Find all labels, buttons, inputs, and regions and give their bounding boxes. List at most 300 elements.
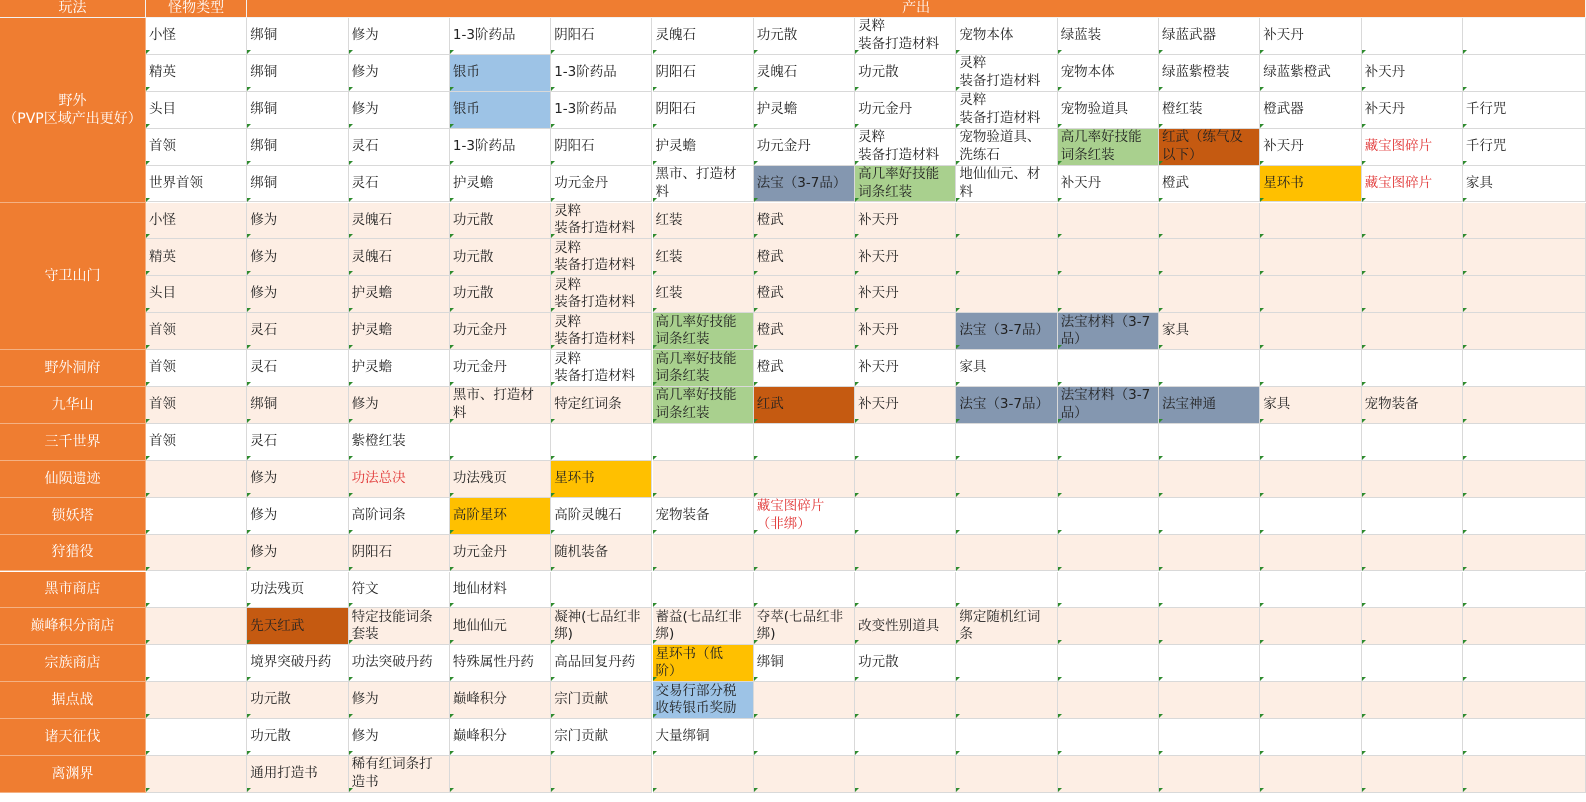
output-cell[interactable] [1159, 18, 1260, 55]
mode-name-cell[interactable] [0, 535, 146, 572]
output-cell[interactable] [247, 18, 348, 55]
output-cell[interactable] [450, 129, 551, 166]
output-cell[interactable] [450, 645, 551, 682]
output-cell[interactable] [1463, 756, 1586, 793]
output-cell[interactable] [247, 461, 348, 498]
output-cell[interactable] [1463, 313, 1586, 350]
output-cell[interactable] [349, 203, 450, 240]
output-cell[interactable] [1159, 387, 1260, 424]
monster-type-cell[interactable] [146, 166, 247, 203]
output-cell[interactable] [956, 535, 1057, 572]
monster-type-cell[interactable] [146, 756, 247, 793]
output-cell[interactable] [1463, 129, 1586, 166]
mode-name-cell[interactable] [0, 18, 146, 203]
output-cell[interactable] [956, 55, 1057, 92]
mode-name-cell[interactable] [0, 682, 146, 719]
output-cell[interactable] [450, 498, 551, 535]
output-cell[interactable] [1058, 350, 1159, 387]
output-cell[interactable] [754, 719, 855, 756]
output-cell[interactable] [1260, 239, 1361, 276]
output-cell[interactable] [450, 239, 551, 276]
output-cell[interactable] [855, 276, 956, 313]
output-cell[interactable] [754, 239, 855, 276]
output-cell[interactable] [551, 387, 652, 424]
mode-name-cell[interactable] [0, 719, 146, 756]
output-cell[interactable] [551, 92, 652, 129]
monster-type-cell[interactable] [146, 239, 247, 276]
output-cell[interactable] [653, 92, 754, 129]
output-cell[interactable] [349, 166, 450, 203]
output-cell[interactable] [1058, 572, 1159, 609]
output-cell[interactable] [855, 92, 956, 129]
output-cell[interactable] [855, 535, 956, 572]
output-cell[interactable] [1463, 239, 1586, 276]
output-cell[interactable] [653, 461, 754, 498]
output-cell[interactable] [1058, 498, 1159, 535]
output-cell[interactable] [450, 424, 551, 461]
mode-name-cell[interactable] [0, 572, 146, 609]
output-cell[interactable] [450, 350, 551, 387]
monster-type-cell[interactable] [146, 276, 247, 313]
output-cell[interactable] [653, 313, 754, 350]
output-cell[interactable] [1058, 313, 1159, 350]
output-cell[interactable] [1260, 313, 1361, 350]
output-cell[interactable] [247, 166, 348, 203]
monster-type-cell[interactable] [146, 350, 247, 387]
monster-type-cell[interactable] [146, 92, 247, 129]
output-cell[interactable] [855, 498, 956, 535]
output-cell[interactable] [1058, 276, 1159, 313]
output-cell[interactable] [1159, 608, 1260, 645]
output-cell[interactable] [754, 572, 855, 609]
output-cell[interactable] [1159, 313, 1260, 350]
output-cell[interactable] [551, 166, 652, 203]
output-cell[interactable] [1058, 608, 1159, 645]
output-cell[interactable] [1159, 276, 1260, 313]
output-cell[interactable] [1159, 239, 1260, 276]
output-cell[interactable] [349, 350, 450, 387]
output-cell[interactable] [551, 682, 652, 719]
output-cell[interactable] [956, 608, 1057, 645]
output-cell[interactable] [1362, 498, 1463, 535]
output-cell[interactable] [1362, 645, 1463, 682]
output-cell[interactable] [754, 535, 855, 572]
output-cell[interactable] [1159, 55, 1260, 92]
output-cell[interactable] [349, 18, 450, 55]
output-cell[interactable] [551, 203, 652, 240]
mode-name-cell[interactable] [0, 608, 146, 645]
output-cell[interactable] [956, 424, 1057, 461]
output-cell[interactable] [1463, 572, 1586, 609]
output-cell[interactable] [1362, 276, 1463, 313]
output-cell[interactable] [754, 682, 855, 719]
output-cell[interactable] [653, 387, 754, 424]
output-cell[interactable] [1260, 18, 1361, 55]
output-cell[interactable] [1260, 682, 1361, 719]
output-cell[interactable] [754, 55, 855, 92]
monster-type-cell[interactable] [146, 682, 247, 719]
output-cell[interactable] [1159, 350, 1260, 387]
monster-type-cell[interactable] [146, 461, 247, 498]
output-cell[interactable] [1362, 608, 1463, 645]
output-cell[interactable] [754, 498, 855, 535]
output-cell[interactable] [247, 239, 348, 276]
output-cell[interactable] [754, 461, 855, 498]
output-cell[interactable] [551, 313, 652, 350]
output-cell[interactable] [1362, 535, 1463, 572]
output-cell[interactable] [551, 18, 652, 55]
output-cell[interactable] [1362, 387, 1463, 424]
output-cell[interactable] [653, 572, 754, 609]
output-cell[interactable] [1058, 424, 1159, 461]
mode-name-cell[interactable] [0, 203, 146, 351]
output-cell[interactable] [450, 276, 551, 313]
output-cell[interactable] [855, 203, 956, 240]
output-cell[interactable] [956, 572, 1057, 609]
output-cell[interactable] [956, 387, 1057, 424]
output-cell[interactable] [1260, 92, 1361, 129]
output-cell[interactable] [653, 166, 754, 203]
output-cell[interactable] [551, 55, 652, 92]
output-cell[interactable] [1260, 645, 1361, 682]
output-cell[interactable] [247, 719, 348, 756]
output-cell[interactable] [349, 756, 450, 793]
output-cell[interactable] [1058, 239, 1159, 276]
output-cell[interactable] [247, 645, 348, 682]
output-cell[interactable] [1463, 498, 1586, 535]
output-cell[interactable] [1260, 756, 1361, 793]
monster-type-cell[interactable] [146, 18, 247, 55]
output-cell[interactable] [956, 719, 1057, 756]
output-cell[interactable] [349, 645, 450, 682]
monster-type-cell[interactable] [146, 55, 247, 92]
output-cell[interactable] [754, 276, 855, 313]
output-cell[interactable] [450, 608, 551, 645]
output-cell[interactable] [1362, 461, 1463, 498]
output-cell[interactable] [855, 313, 956, 350]
output-cell[interactable] [956, 18, 1057, 55]
output-cell[interactable] [1159, 424, 1260, 461]
output-cell[interactable] [1058, 55, 1159, 92]
output-cell[interactable] [1260, 166, 1361, 203]
output-cell[interactable] [349, 682, 450, 719]
output-cell[interactable] [653, 608, 754, 645]
output-cell[interactable] [653, 276, 754, 313]
output-cell[interactable] [1058, 461, 1159, 498]
output-cell[interactable] [551, 535, 652, 572]
output-cell[interactable] [1159, 166, 1260, 203]
output-cell[interactable] [1362, 129, 1463, 166]
output-cell[interactable] [1362, 92, 1463, 129]
output-cell[interactable] [247, 756, 348, 793]
output-cell[interactable] [247, 535, 348, 572]
monster-type-cell[interactable] [146, 572, 247, 609]
output-cell[interactable] [653, 645, 754, 682]
output-cell[interactable] [247, 424, 348, 461]
output-cell[interactable] [349, 313, 450, 350]
output-cell[interactable] [956, 350, 1057, 387]
output-cell[interactable] [653, 756, 754, 793]
output-cell[interactable] [1260, 461, 1361, 498]
output-cell[interactable] [1159, 498, 1260, 535]
output-cell[interactable] [450, 18, 551, 55]
output-cell[interactable] [551, 498, 652, 535]
output-cell[interactable] [754, 424, 855, 461]
output-cell[interactable] [754, 313, 855, 350]
mode-name-cell[interactable] [0, 424, 146, 461]
output-cell[interactable] [1159, 572, 1260, 609]
output-cell[interactable] [956, 645, 1057, 682]
output-cell[interactable] [1159, 535, 1260, 572]
output-cell[interactable] [349, 239, 450, 276]
output-cell[interactable] [754, 350, 855, 387]
mode-name-cell[interactable] [0, 498, 146, 535]
output-cell[interactable] [653, 498, 754, 535]
output-cell[interactable] [956, 239, 1057, 276]
output-cell[interactable] [1362, 55, 1463, 92]
output-cell[interactable] [956, 756, 1057, 793]
output-cell[interactable] [653, 203, 754, 240]
output-cell[interactable] [247, 276, 348, 313]
monster-type-cell[interactable] [146, 608, 247, 645]
monster-type-cell[interactable] [146, 645, 247, 682]
output-cell[interactable] [1058, 535, 1159, 572]
output-cell[interactable] [551, 129, 652, 166]
output-cell[interactable] [1260, 55, 1361, 92]
output-cell[interactable] [855, 55, 956, 92]
mode-name-cell[interactable] [0, 461, 146, 498]
output-cell[interactable] [1260, 498, 1361, 535]
output-cell[interactable] [956, 92, 1057, 129]
output-cell[interactable] [855, 608, 956, 645]
output-cell[interactable] [450, 756, 551, 793]
output-cell[interactable] [551, 572, 652, 609]
output-cell[interactable] [1058, 129, 1159, 166]
output-cell[interactable] [754, 756, 855, 793]
output-cell[interactable] [1463, 424, 1586, 461]
output-cell[interactable] [1362, 572, 1463, 609]
output-cell[interactable] [1463, 608, 1586, 645]
output-cell[interactable] [1463, 166, 1586, 203]
output-cell[interactable] [1260, 719, 1361, 756]
output-cell[interactable] [1362, 239, 1463, 276]
output-cell[interactable] [450, 682, 551, 719]
output-cell[interactable] [1058, 719, 1159, 756]
output-cell[interactable] [754, 203, 855, 240]
output-cell[interactable] [855, 756, 956, 793]
output-cell[interactable] [855, 424, 956, 461]
output-cell[interactable] [349, 461, 450, 498]
output-cell[interactable] [450, 55, 551, 92]
output-cell[interactable] [1463, 387, 1586, 424]
output-cell[interactable] [450, 203, 551, 240]
monster-type-cell[interactable] [146, 535, 247, 572]
output-cell[interactable] [247, 572, 348, 609]
monster-type-cell[interactable] [146, 424, 247, 461]
output-cell[interactable] [855, 166, 956, 203]
output-cell[interactable] [754, 129, 855, 166]
output-cell[interactable] [653, 682, 754, 719]
output-cell[interactable] [653, 535, 754, 572]
output-cell[interactable] [551, 239, 652, 276]
output-cell[interactable] [349, 55, 450, 92]
output-cell[interactable] [247, 129, 348, 166]
output-cell[interactable] [349, 572, 450, 609]
mode-name-cell[interactable] [0, 387, 146, 424]
output-cell[interactable] [1463, 682, 1586, 719]
output-cell[interactable] [1362, 18, 1463, 55]
output-cell[interactable] [1362, 166, 1463, 203]
output-cell[interactable] [1159, 756, 1260, 793]
output-cell[interactable] [450, 535, 551, 572]
output-cell[interactable] [1463, 719, 1586, 756]
output-cell[interactable] [1362, 756, 1463, 793]
output-cell[interactable] [653, 239, 754, 276]
header-monster-type[interactable] [146, 0, 247, 18]
output-cell[interactable] [754, 166, 855, 203]
output-cell[interactable] [1159, 461, 1260, 498]
output-cell[interactable] [855, 350, 956, 387]
output-cell[interactable] [956, 166, 1057, 203]
output-cell[interactable] [1463, 92, 1586, 129]
output-cell[interactable] [1463, 461, 1586, 498]
output-cell[interactable] [349, 129, 450, 166]
output-cell[interactable] [653, 719, 754, 756]
output-cell[interactable] [653, 424, 754, 461]
mode-name-cell[interactable] [0, 645, 146, 682]
monster-type-cell[interactable] [146, 203, 247, 240]
output-cell[interactable] [956, 498, 1057, 535]
output-cell[interactable] [855, 387, 956, 424]
output-cell[interactable] [551, 350, 652, 387]
output-cell[interactable] [349, 424, 450, 461]
output-cell[interactable] [551, 645, 652, 682]
output-cell[interactable] [1159, 682, 1260, 719]
output-cell[interactable] [1260, 387, 1361, 424]
output-cell[interactable] [349, 719, 450, 756]
output-cell[interactable] [551, 756, 652, 793]
output-cell[interactable] [247, 350, 348, 387]
output-cell[interactable] [1362, 424, 1463, 461]
output-cell[interactable] [450, 572, 551, 609]
output-cell[interactable] [1463, 203, 1586, 240]
output-cell[interactable] [349, 608, 450, 645]
output-cell[interactable] [349, 276, 450, 313]
output-cell[interactable] [956, 313, 1057, 350]
output-cell[interactable] [1463, 645, 1586, 682]
output-cell[interactable] [1159, 719, 1260, 756]
output-cell[interactable] [1058, 166, 1159, 203]
header-mode[interactable] [0, 0, 146, 18]
output-cell[interactable] [450, 313, 551, 350]
output-cell[interactable] [956, 682, 1057, 719]
output-cell[interactable] [247, 55, 348, 92]
output-cell[interactable] [247, 203, 348, 240]
output-cell[interactable] [450, 166, 551, 203]
output-cell[interactable] [247, 92, 348, 129]
output-cell[interactable] [1260, 608, 1361, 645]
monster-type-cell[interactable] [146, 498, 247, 535]
output-cell[interactable] [855, 645, 956, 682]
output-cell[interactable] [653, 350, 754, 387]
output-cell[interactable] [1463, 350, 1586, 387]
output-cell[interactable] [450, 387, 551, 424]
output-cell[interactable] [1260, 129, 1361, 166]
output-cell[interactable] [450, 92, 551, 129]
output-cell[interactable] [855, 461, 956, 498]
output-cell[interactable] [1362, 203, 1463, 240]
output-cell[interactable] [247, 498, 348, 535]
output-cell[interactable] [1260, 535, 1361, 572]
output-cell[interactable] [1058, 387, 1159, 424]
output-cell[interactable] [1362, 313, 1463, 350]
output-cell[interactable] [551, 719, 652, 756]
monster-type-cell[interactable] [146, 129, 247, 166]
output-cell[interactable] [1463, 535, 1586, 572]
output-cell[interactable] [855, 18, 956, 55]
output-cell[interactable] [1159, 92, 1260, 129]
output-cell[interactable] [1463, 276, 1586, 313]
output-cell[interactable] [754, 387, 855, 424]
output-cell[interactable] [653, 55, 754, 92]
output-cell[interactable] [1362, 350, 1463, 387]
output-cell[interactable] [653, 18, 754, 55]
output-cell[interactable] [450, 461, 551, 498]
output-cell[interactable] [1260, 424, 1361, 461]
output-cell[interactable] [551, 461, 652, 498]
output-cell[interactable] [1362, 719, 1463, 756]
output-cell[interactable] [450, 719, 551, 756]
output-cell[interactable] [855, 129, 956, 166]
output-cell[interactable] [1362, 682, 1463, 719]
output-cell[interactable] [754, 608, 855, 645]
output-cell[interactable] [956, 203, 1057, 240]
output-cell[interactable] [754, 645, 855, 682]
output-cell[interactable] [349, 387, 450, 424]
output-cell[interactable] [1260, 203, 1361, 240]
mode-name-cell[interactable] [0, 350, 146, 387]
monster-type-cell[interactable] [146, 313, 247, 350]
output-cell[interactable] [1058, 18, 1159, 55]
output-cell[interactable] [653, 129, 754, 166]
output-cell[interactable] [551, 608, 652, 645]
output-cell[interactable] [1058, 682, 1159, 719]
output-cell[interactable] [247, 682, 348, 719]
output-cell[interactable] [956, 129, 1057, 166]
output-cell[interactable] [1463, 55, 1586, 92]
output-cell[interactable] [551, 424, 652, 461]
output-cell[interactable] [1058, 645, 1159, 682]
output-cell[interactable] [855, 719, 956, 756]
output-cell[interactable] [349, 498, 450, 535]
output-cell[interactable] [1260, 572, 1361, 609]
output-cell[interactable] [956, 276, 1057, 313]
mode-name-cell[interactable] [0, 756, 146, 793]
output-cell[interactable] [247, 608, 348, 645]
output-cell[interactable] [855, 572, 956, 609]
output-cell[interactable] [855, 239, 956, 276]
output-cell[interactable] [956, 461, 1057, 498]
output-cell[interactable] [754, 92, 855, 129]
output-cell[interactable] [1058, 203, 1159, 240]
output-cell[interactable] [1159, 645, 1260, 682]
output-cell[interactable] [247, 387, 348, 424]
output-cell[interactable] [349, 535, 450, 572]
output-cell[interactable] [1058, 92, 1159, 129]
output-cell[interactable] [1159, 129, 1260, 166]
output-cell[interactable] [1058, 756, 1159, 793]
output-cell[interactable] [551, 276, 652, 313]
